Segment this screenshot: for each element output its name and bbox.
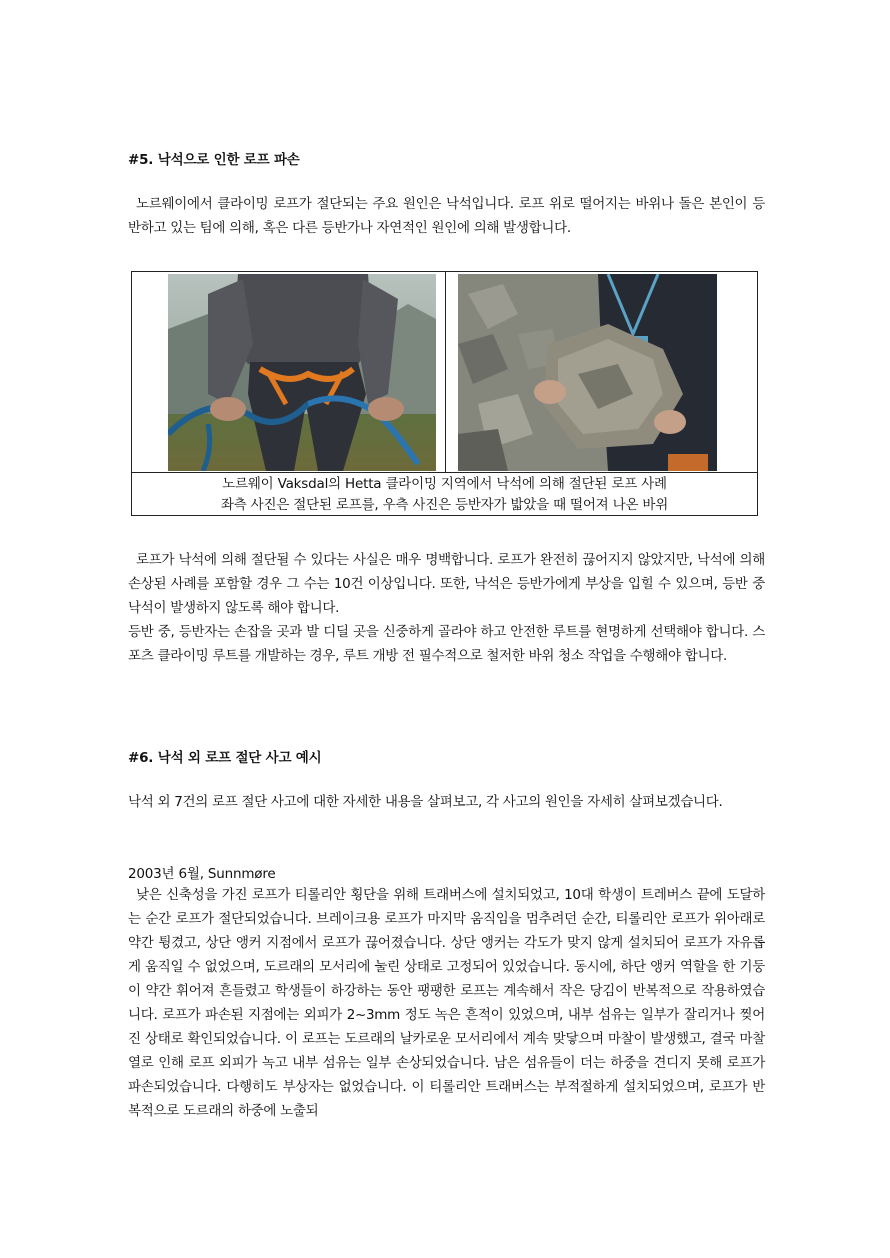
- section-5-body: [128, 548, 765, 668]
- case-1-title: 2003년 6월, Sunnmøre: [128, 866, 276, 882]
- caption-line-1: 노르웨이 Vaksdal의 Hetta 클라이밍 지역에서 낙석에 의해 절단된 로프 사례: [222, 476, 667, 492]
- section-5-body-paragraph-1: 로프가 낙석에 의해 절단될 수 있다는 사실은 매우 명백합니다. 로프가 완전히 끊어지지 않았지만, 낙석에 의해 손상된 사례를 포함할 경우 그 수는 10건 이상입니다. 또한, 낙석은 등반가에게 부상을 입힐 수 있으며, 등반 중 낙석이 발생하지 않도록 해야 합니다.: [128, 552, 765, 616]
- figure-caption: [132, 474, 757, 516]
- case-1-body-text: 낮은 신축성을 가진 로프가 티롤리안 횡단을 위해 트래버스에 설치되었고, 10대 학생이 트레버스 끝에 도달하는 순간 로프가 절단되었습니다. 브레이크용 로프가 마지막 움직임을 멈추려던 순간, 티롤리안 로프가 위아래로 약간 튕겼고, 상단 앵커 지점에서 로프가 끊어졌습니다. 상단 앵커는 각도가 맞지 않게 설치되어 로프가 자유롭게 움직일 수 없었으며, 도르래의 모서리에 눌린 상태로 고정되어 있었습니다. 동시에, 하단 앵커 역할을 한 기둥이 약간 휘어져 흔들렸고 학생들이 하강하는 동안 팽팽한 로프는 계속해서 작은 당김이 반복적으로 작용하였습니다. 로프가 파손된 지점에는 외피가 2~3mm 정도 녹은 흔적이 있었으며, 내부 섬유는 일부가 잘리거나 찢어진 상태로 확인되었습니다. 이 로프는 도르래의 날카로운 모서리에서 계속 맞닿으며 마찰이 발생했고, 결국 마찰열로 인해 로프 외피가 녹고 내부 섬유는 일부 손상되었습니다. 남은 섬유들이 더는 하중을 견디지 못해 로프가 파손되었습니다. 다행히도 부상자는 없었습니다. 이 티롤리안 트래버스는 부적절하게 설치되었으며, 로프가 반복적으로 도르래의 하중에 노출되: [128, 887, 765, 1119]
- section-5-heading: #5. 낙석으로 인한 로프 파손: [128, 152, 300, 168]
- caption-divider: [132, 472, 757, 473]
- case-1-body: [128, 883, 765, 1123]
- cut-rope-photo: [168, 274, 436, 471]
- figure-divider: [445, 272, 446, 472]
- section-5-intro: [128, 192, 765, 240]
- caption-line-2: 좌측 사진은 절단된 로프를, 우측 사진은 등반자가 밟았을 때 떨어져 나온 바위: [220, 497, 669, 513]
- section-5-body-paragraph-2: 등반 중, 등반자는 손잡을 곳과 발 디딜 곳을 신중하게 골라야 하고 안전한 루트를 현명하게 선택해야 합니다. 스포츠 클라이밍 루트를 개발하는 경우, 루트 개방 전 필수적으로 철저한 바위 청소 작업을 수행해야 합니다.: [128, 624, 765, 664]
- section-5-intro-text: 노르웨이에서 클라이밍 로프가 절단되는 주요 원인은 낙석입니다. 로프 위로 떨어지는 바위나 돌은 본인이 등반하고 있는 팀에 의해, 혹은 다른 등반가나 자연적인 원인에 의해 발생합니다.: [128, 196, 765, 236]
- rockfall-figure: [131, 271, 758, 516]
- section-6-intro-text: 낙석 외 7건의 로프 절단 사고에 대한 자세한 내용을 살펴보고, 각 사고의 원인을 자세히 살펴보겠습니다.: [128, 794, 723, 810]
- fallen-rock-photo: [458, 274, 717, 471]
- section-6-heading: #6. 낙석 외 로프 절단 사고 예시: [128, 750, 322, 766]
- section-6-intro: [128, 790, 765, 814]
